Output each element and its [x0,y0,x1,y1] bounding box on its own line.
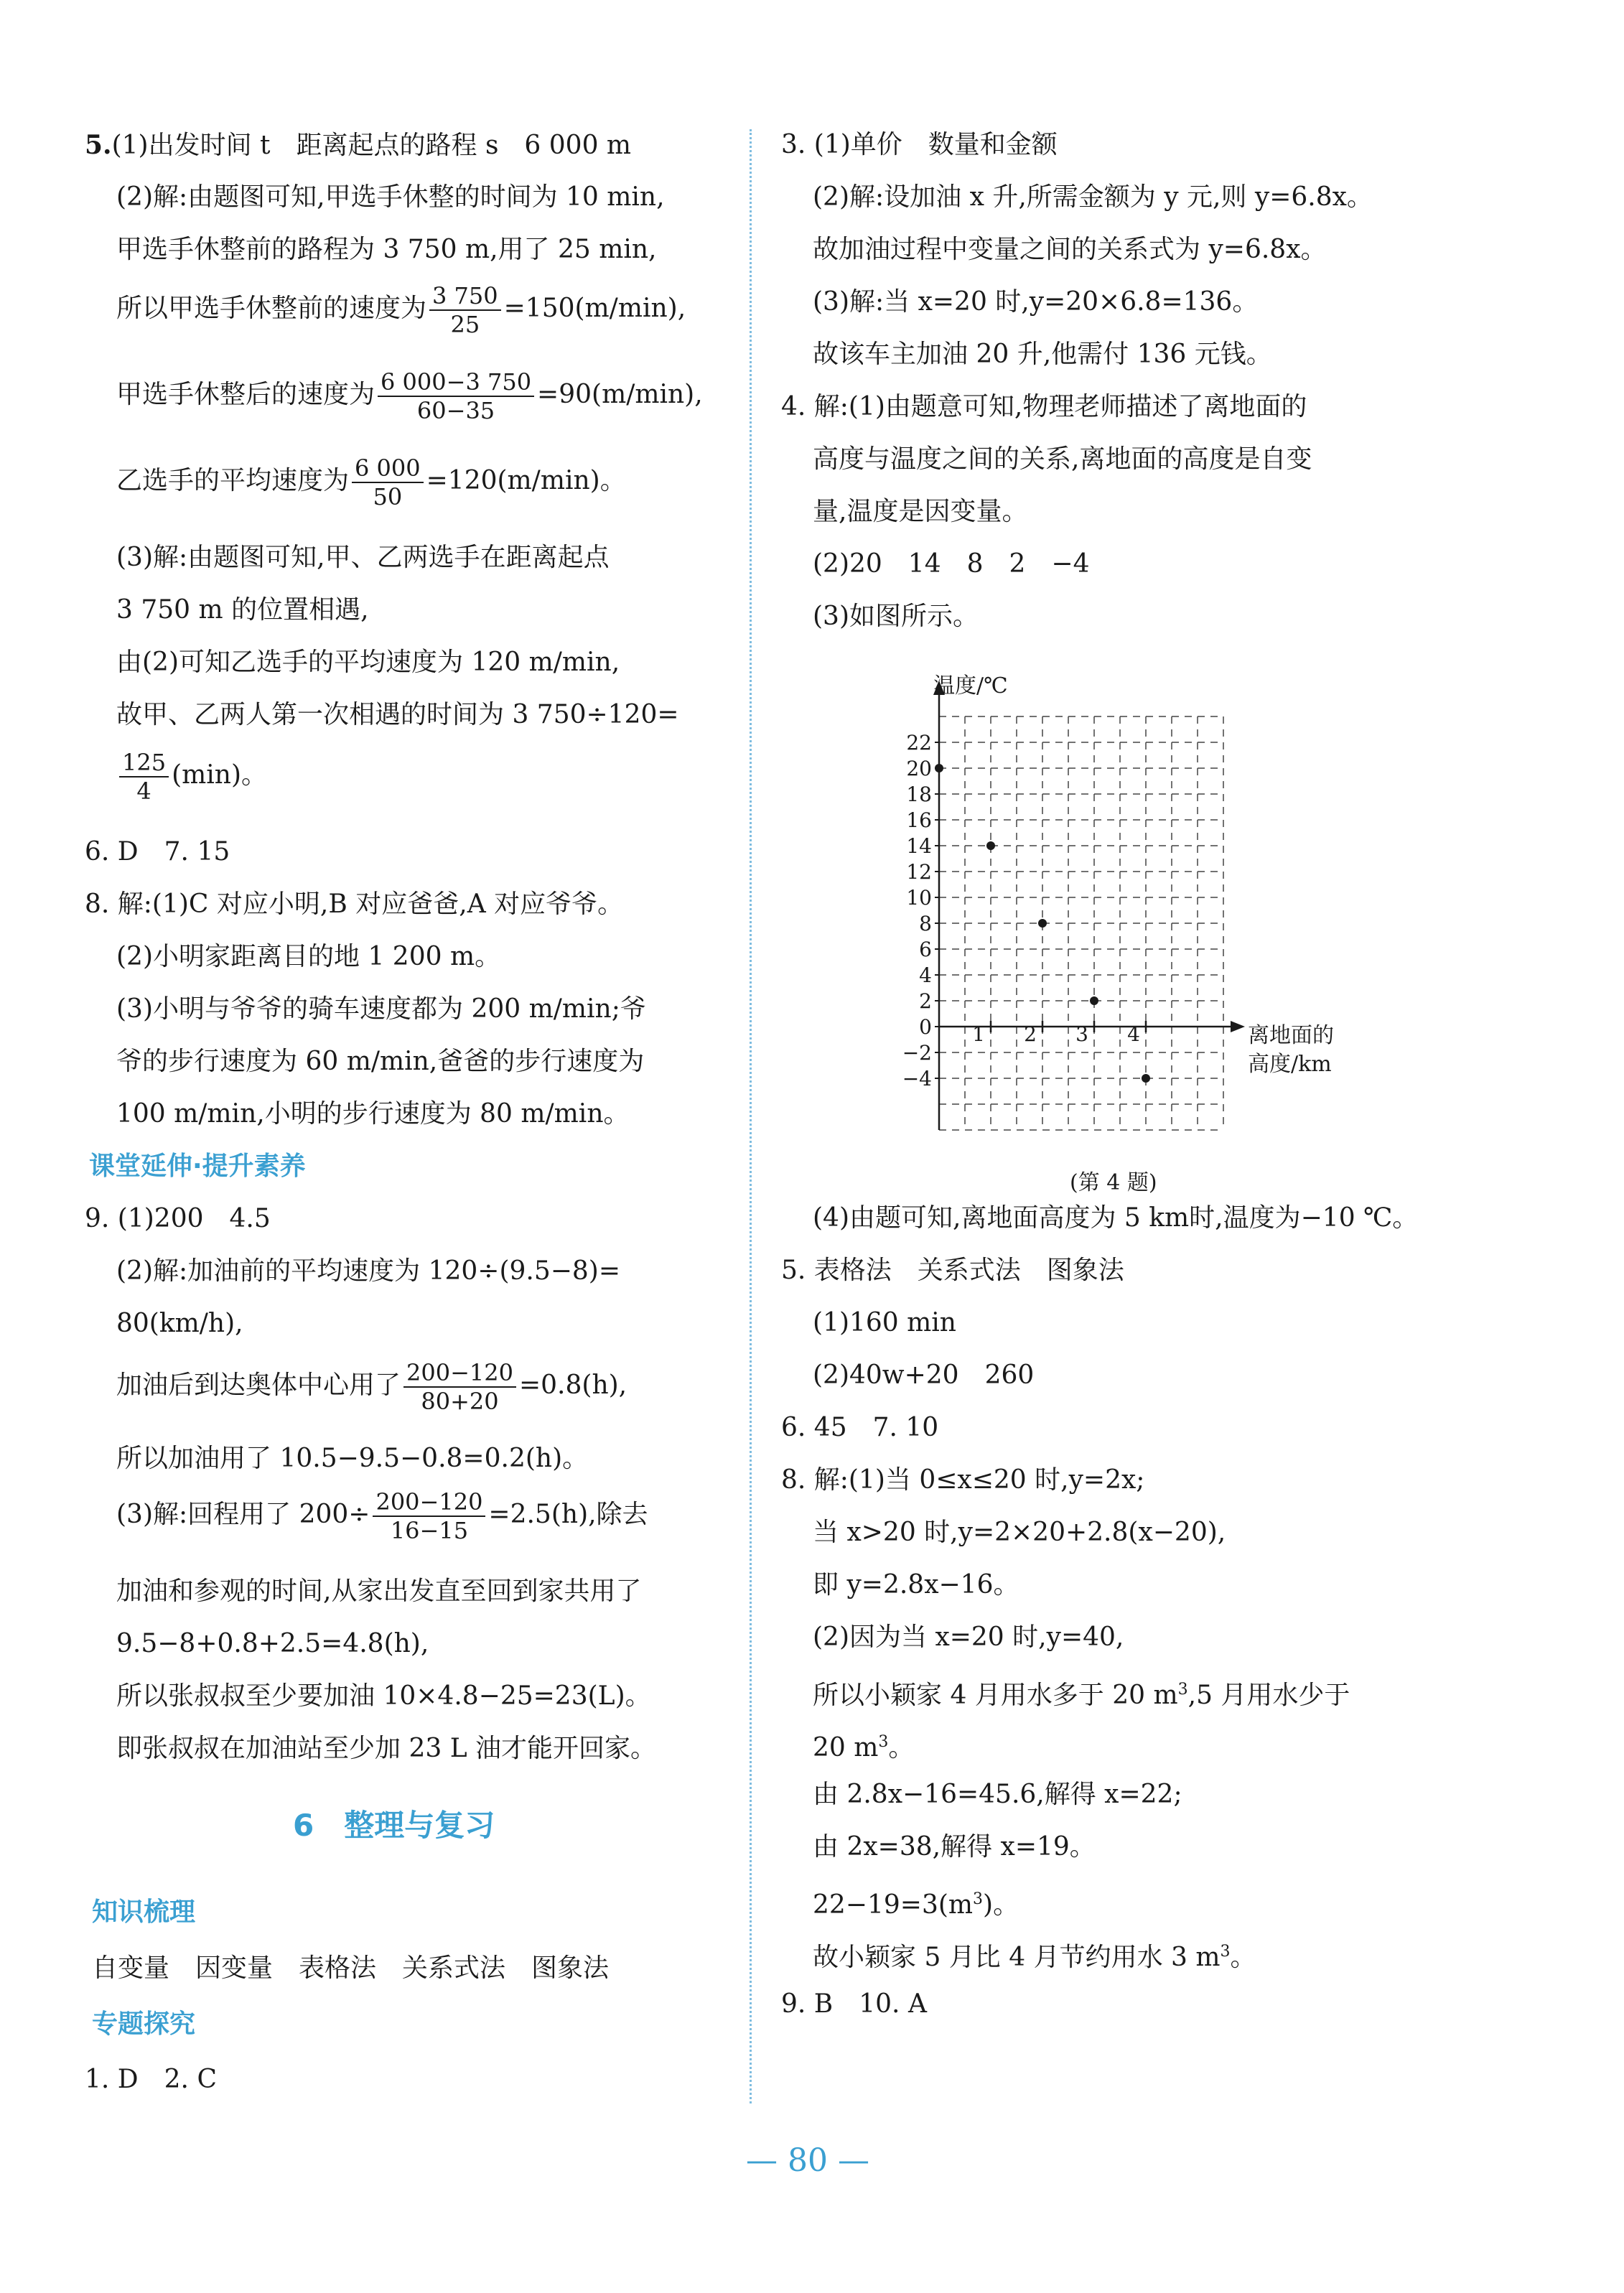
q9-line8: 9.5−8+0.8+2.5=4.8(h), [116,1629,429,1658]
q5-answer-1: (1)出发时间 t 距离起点的路程 s 6 000 m [111,131,632,160]
data-point [935,764,943,772]
q4-line3: 量,温度是因变量。 [813,497,1028,526]
q8r-line5 [813,1674,1350,1711]
denominator: 4 [136,777,151,805]
q5-l6-result: =120(m/min)。 [426,466,626,495]
x-tick-label: 4 [1127,1022,1140,1046]
y-tick-label: 2 [919,989,932,1013]
y-tick-label: 4 [919,963,932,987]
data-point [1090,996,1098,1005]
q9-10r-answers: 9. B 10. A [781,1989,927,2019]
q3-line1: 3. (1)单价 数量和金额 [781,130,1058,159]
superscript: 3 [1177,1681,1188,1699]
q8r-l9-text: 22−19=3(m [813,1890,974,1920]
y-tick-label: 12 [906,860,932,884]
denominator: 50 [373,483,403,510]
q8r-l6-text: 20 m [813,1733,879,1762]
q4-line4: (2)20 14 8 2 −4 [813,549,1090,579]
section-heading-knowledge: 知识梳理 [92,1897,196,1927]
y-tick-label: 8 [919,912,932,935]
q5r-line2: (1)160 min [813,1308,956,1337]
q9-line1: 9. (1)200 4.5 [85,1204,271,1233]
q6-7-answers: 6. D 7. 15 [85,837,230,867]
q8r-line6 [813,1727,914,1764]
column-divider [750,129,752,2103]
q9-line7: 加油和参观的时间,从家出发直至回到家共用了 [116,1577,642,1606]
q9-line6 [116,1486,648,1544]
page-number: — 80 — [746,2142,869,2179]
y-tick-label: 6 [919,938,932,961]
q3-line5: 故该车主加油 20 升,他需付 136 元钱。 [813,340,1272,369]
knowledge-answers: 自变量 因变量 表格法 关系式法 图象法 [92,1953,610,1983]
q8r-l6-tail: 。 [888,1733,915,1762]
y-tick-label: −4 [902,1067,932,1091]
x-tick-label: 3 [1075,1022,1088,1046]
fraction [429,282,501,338]
q5-l4-text: 所以甲选手休整前的速度为 [116,294,427,323]
q3-line3: 故加油过程中变量之间的关系式为 y=6.8x。 [813,235,1327,264]
x-axis-arrow [1231,1021,1245,1032]
fraction [373,1488,485,1544]
q9-line10: 即张叔叔在加油站至少加 23 L 油才能开回家。 [116,1734,657,1763]
q5-l4-result: =150(m/min), [503,294,686,323]
q5-line1 [85,129,631,162]
q8r-line3: 即 y=2.8x−16。 [813,1570,1019,1600]
q5-l11-result: (min)。 [172,760,268,790]
numerator: 3 750 [429,282,501,311]
q8r-line10 [813,1936,1256,1974]
y-tick-label: 14 [906,834,932,858]
q5-line7: (3)解:由题图可知,甲、乙两选手在距离起点 [116,543,610,572]
q8r-l5-text: 所以小颖家 4 月用水多于 20 m [813,1681,1178,1710]
denominator: 80+20 [421,1388,499,1415]
q5r-line3: (2)40w+20 260 [813,1360,1035,1390]
q9-l6-text: (3)解:回程用了 200÷ [116,1500,370,1529]
section-heading-extension: 课堂延伸·提升素养 [89,1152,306,1181]
data-point [1142,1074,1150,1083]
q3-line2: (2)解:设加油 x 升,所需金额为 y 元,则 y=6.8x。 [813,182,1373,212]
data-point [986,841,995,850]
q8r-l10-tail: 。 [1230,1943,1256,1972]
temperature-height-chart [883,671,1386,1159]
q9-line4 [116,1357,627,1415]
chart-axes [933,681,1245,1130]
chart-ticks [902,731,1334,1091]
q5-line6 [116,452,626,510]
q9-l4-text: 加油后到达奥体中心用了 [116,1370,401,1400]
chart-grid [939,716,1223,1130]
q4-line5: (3)如图所示。 [813,602,979,631]
fraction [119,749,169,805]
y-axis-label: 温度/℃ [933,673,1008,699]
q5-number: 5. [85,130,112,160]
x-axis-label-line2: 高度/km [1248,1052,1332,1077]
chapter-title: 6 整理与复习 [293,1808,495,1843]
data-point [1038,919,1047,928]
q9-line2: (2)解:加油前的平均速度为 120÷(9.5−8)= [116,1256,621,1286]
q8r-line9 [813,1884,1019,1921]
q5-line4 [116,280,686,338]
denominator: 16−15 [390,1517,469,1544]
q8r-l9-tail: )。 [983,1890,1019,1920]
q5-l5-result: =90(m/min), [537,380,703,409]
q5-line9: 由(2)可知乙选手的平均速度为 120 m/min, [116,648,620,677]
q5-line2: (2)解:由题图可知,甲选手休整的时间为 10 min, [116,182,665,212]
fraction [352,454,424,510]
y-tick-label: −2 [902,1041,932,1065]
x-tick-label: 1 [972,1022,985,1046]
denominator: 60−35 [416,397,495,424]
numerator: 200−120 [373,1488,485,1517]
q8-line1: 8. 解:(1)C 对应小明,B 对应爸爸,A 对应爷爷。 [85,889,624,919]
q9-line5: 所以加油用了 10.5−9.5−0.8=0.2(h)。 [116,1444,589,1473]
fraction [378,368,534,424]
q9-line9: 所以张叔叔至少要加油 10×4.8−25=23(L)。 [116,1681,651,1711]
x-tick-label: 2 [1024,1022,1037,1046]
y-tick-label: 22 [906,731,932,755]
q8r-line4: (2)因为当 x=20 时,y=40, [813,1622,1124,1652]
q3-line4: (3)解:当 x=20 时,y=20×6.8=136。 [813,287,1259,317]
q5-line8: 3 750 m 的位置相遇, [116,595,369,625]
y-tick-label: 10 [906,886,932,910]
q4-line6: (4)由题可知,离地面高度为 5 km时,温度为−10 ℃。 [813,1203,1419,1233]
q8-line4: 爷的步行速度为 60 m/min,爸爸的步行速度为 [116,1047,645,1076]
y-tick-label: 20 [906,757,932,780]
q8r-line1: 8. 解:(1)当 0≤x≤20 时,y=2x; [781,1465,1145,1495]
fraction [403,1359,516,1415]
q8r-line7: 由 2.8x−16=45.6,解得 x=22; [813,1780,1182,1809]
y-tick-label: 18 [906,783,932,806]
q5-l6-text: 乙选手的平均速度为 [116,466,350,495]
q8-line3: (3)小明与爷爷的骑车速度都为 200 m/min;爷 [116,994,646,1024]
numerator: 125 [119,749,169,777]
q5-line5 [116,366,703,424]
q9-line3: 80(km/h), [116,1309,243,1338]
q9-l4-result: =0.8(h), [518,1370,627,1400]
q8r-l5-tail: ,5 月用水少于 [1187,1681,1350,1710]
numerator: 6 000 [352,454,424,483]
section-heading-topic: 专题探究 [92,2009,196,2039]
x-axis-label-line1: 离地面的 [1248,1023,1334,1048]
q8-line5: 100 m/min,小明的步行速度为 80 m/min。 [116,1099,630,1129]
q4-line2: 高度与温度之间的关系,离地面的高度是自变 [813,444,1312,474]
q8r-l10-text: 故小颖家 5 月比 4 月节约用水 3 m [813,1943,1221,1972]
y-tick-label: 0 [919,1015,932,1039]
q5r-line1: 5. 表格法 关系式法 图象法 [781,1256,1124,1285]
figure-caption: (第 4 题) [1070,1170,1157,1195]
q8r-line2: 当 x>20 时,y=2×20+2.8(x−20), [813,1518,1226,1547]
q4-line1: 4. 解:(1)由题意可知,物理老师描述了离地面的 [781,392,1307,421]
numerator: 200−120 [403,1359,516,1388]
q9-l6-result: =2.5(h),除去 [488,1500,648,1529]
superscript: 3 [973,1890,984,1908]
q5-line3: 甲选手休整前的路程为 3 750 m,用了 25 min, [116,235,657,264]
q5-line11 [116,747,267,805]
q6-7r-answers: 6. 45 7. 10 [781,1413,939,1442]
q1-2-answers: 1. D 2. C [85,2065,217,2094]
superscript: 3 [1220,1943,1231,1961]
denominator: 25 [450,311,480,338]
y-tick-label: 16 [906,808,932,832]
q5-l5-text: 甲选手休整后的速度为 [116,380,375,409]
numerator: 6 000−3 750 [378,368,534,397]
superscript: 3 [878,1733,889,1751]
q5-line10: 故甲、乙两人第一次相遇的时间为 3 750÷120= [116,700,679,729]
q8r-line8: 由 2x=38,解得 x=19。 [813,1832,1096,1862]
q8-line2: (2)小明家距离目的地 1 200 m。 [116,942,501,971]
